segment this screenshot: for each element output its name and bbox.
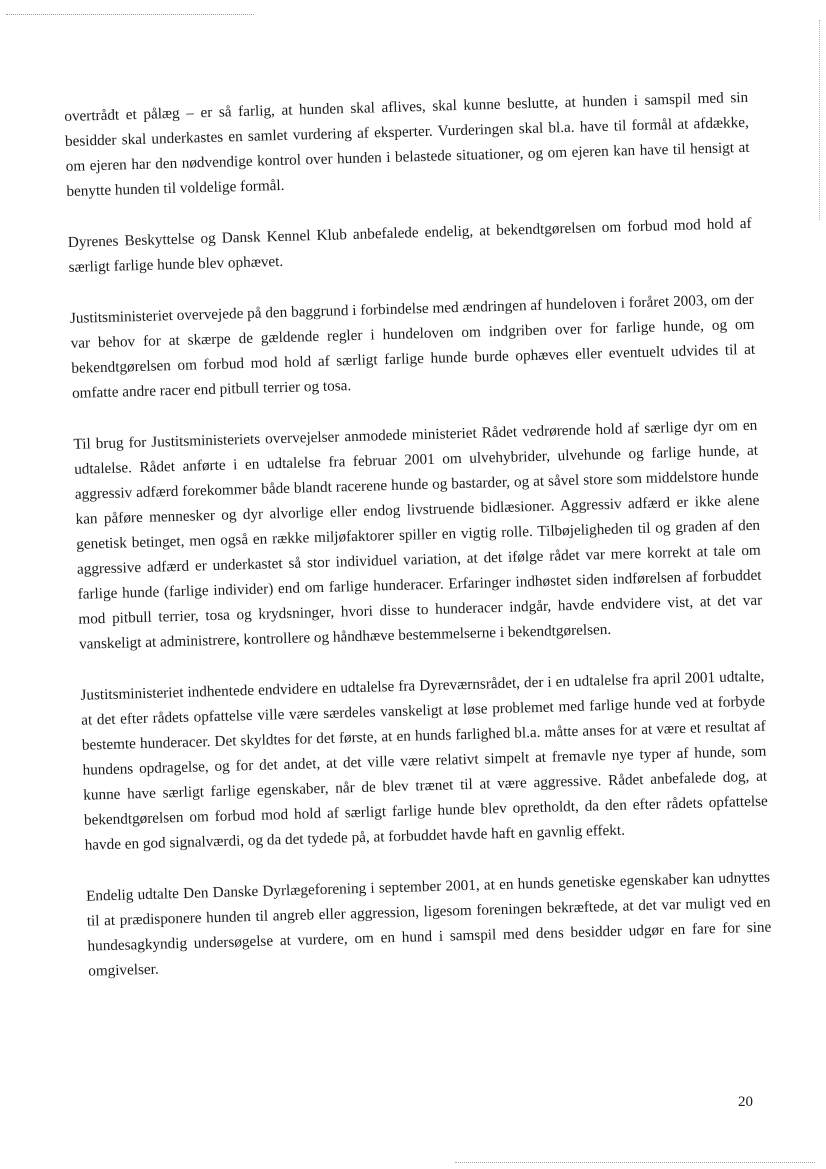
paragraph-raadet-udtalelse: Til brug for Justitsministeriets overvejelser anmodede ministeriet Rådet vedrørende hold af særlige dyr om en udtalelse. Rådet anførte i en udtalelse fra februar 2001 om ulvehybrider, ulvehunde og farlige hunde, at aggressiv adfærd forekommer både blandt racerene hunde og bastarder, og at såvel store som middelstore hunde kan påføre mennesker og dyr alvorlige eller endog livstruende bidlæsioner. Aggressiv adfærd er ikke alene genetisk betinget, men også en række miljøfaktorer spiller en vigtig rolle. Tilbøjeligheden til og graden af den aggressive adfærd er underkastet så stor individuel variation, at det ifølge rådet var mere korrekt at tale om farlige hunde (farlige individer) end om farlige hunderacer. Erfaringer indhøstet siden indførelsen af forbuddet mod pitbull terrier, tosa og krydsninger, hvori disse to hunderacer indgår, havde endvidere vist, at det var vanskeligt at administrere, kontrollere og håndhæve bestemmelserne i bekendtgørelsen.: [73, 416, 763, 653]
scan-edge-right: [819, 20, 820, 220]
paragraph-continuation: overtrådt et pålæg – er så farlig, at hunden skal aflives, skal kunne beslutte, at hunden i samspil med sin besidder skal underkastes en samlet vurdering af eksperter. Vurderingen skal bl.a. have til formål at afdække, om ejeren har den nødvendige kontrol over hunden i belastede situationer, og om ejeren kan have til hensigt at benytte hunden til voldelige formål.: [64, 88, 750, 200]
body-text: [64, 85, 773, 1010]
paragraph-justitsministeriet-overvejede: Justitsministeriet overvejede på den baggrund i forbindelse med ændringen af hundeloven i foråret 2003, om der var behov for at skærpe de gældende regler i hundeloven om indgriben over for farlige hunde, og om bekendtgørelsen om forbud mod hold af særligt farlige hunde burde ophæves eller eventuelt udvides til at omfatte andre racer end pitbull terrier og tosa.: [69, 290, 756, 402]
paragraph-dyrevaernsraadet: Justitsministeriet indhentede endvidere en udtalelse fra Dyreværnsrådet, der i en udtalelse fra april 2001 udtalte, at det efter rådets opfattelse ville være særdeles vanskeligt at løse problemet med farlige hunde ved at forbyde bestemte hunderacer. Det skyldtes for det første, at en hunds farlighed bl.a. måtte anses for at være et resultat af hundens opdragelse, og for det andet, at det ville være relativt simpelt at fremavle nye typer af hunde, som kunne have særligt farlige egenskaber, når de blev trænet til at være aggressive. Rådet anbefalede dog, at bekendtgørelsen om forbud mod hold af særligt farlige hunde blev opretholdt, da den efter rådets opfattelse havde en god signalværdi, og da det tydede på, at forbuddet havde haft en gavnlig effekt.: [80, 667, 768, 854]
scan-edge-bottom: [455, 1162, 815, 1163]
page-number: 20: [738, 1094, 753, 1110]
scan-edge-top: [6, 14, 254, 15]
paragraph-dyrlaegeforening: Endelig udtalte Den Danske Dyrlægeforening i september 2001, at en hunds genetiske egenskaber kan udnyttes til at prædisponere hunden til angreb eller aggression, ligesom foreningen bekræftede, at det var muligt ved en hundesagkyndig undersøgelse at vurdere, om en hund i samspil med dens besidder udgør en fare for sine omgivelser.: [85, 868, 772, 980]
paragraph-dyrenes-beskyttelse: Dyrenes Beskyttelse og Dansk Kennel Klub anbefalede endelig, at bekendtgørelsen om forbud mod hold af særligt farlige hunde blev ophævet.: [67, 214, 752, 276]
